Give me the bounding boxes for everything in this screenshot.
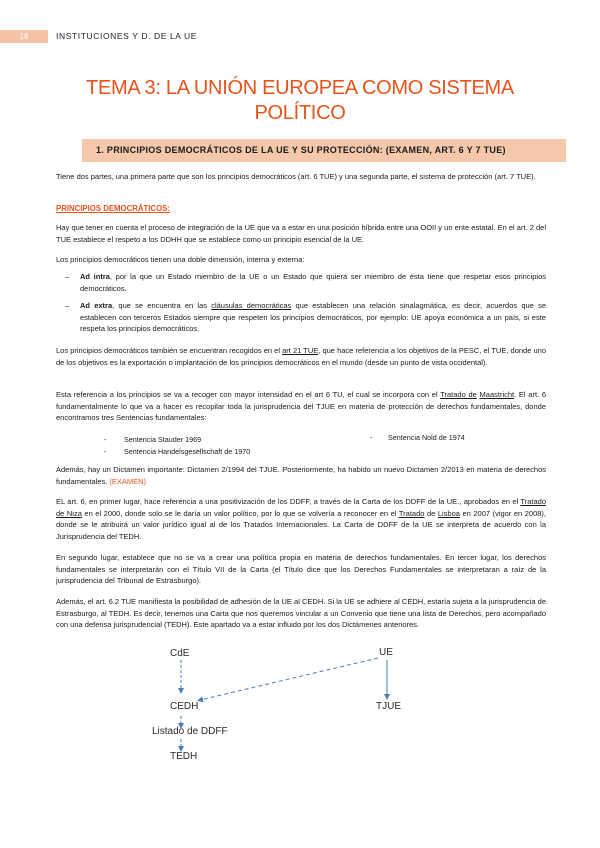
page-title <box>60 76 540 126</box>
title-line-2: POLÍTICO <box>254 102 346 124</box>
paragraph-carta <box>56 496 546 542</box>
title-line-1: TEMA 3: LA UNIÓN EUROPEA COMO SISTEMA <box>86 77 514 99</box>
paragraph-art6 <box>56 389 546 424</box>
running-header: INSTITUCIONES Y D. DE LA UE <box>56 31 198 41</box>
text-run: Además, hay un Dictamen importante: Dictamen 2/1994 del TJUE. Posteriormente, ha habido un nuevo Dictamen 2/2013 en materia de derechos fundamentales. <box>56 465 546 486</box>
text-run: en 2007 (vigor en 2008), donde se le atribuirá un valor jurídico igual al de los Tratados Internacionales. La Carta de DDFF de la UE se interpreta de acuerdo con la Jurisprudencia del TEDH. <box>56 508 546 541</box>
label-tjue: TJUE <box>376 701 401 712</box>
link-tratado-lisboa[interactable]: Tratado <box>398 508 425 518</box>
paragraph-segundo-lugar: En segundo lugar, establece que no se va a crear una política propia en materia de derechos fundamentales. En tercer lugar, los derechos fundamentales se interpretarán con el Título VII de la Carta (el Título dice que los Derechos Fundamentales se interpretaran a raíz de la jurisprudencia del Tribunal de Estrasburgo). <box>56 553 546 585</box>
link-clausulas[interactable]: cláusulas democráticas <box>211 301 292 310</box>
list-dash: - <box>104 435 107 444</box>
link-niza[interactable]: Tratado de Niza <box>56 497 546 518</box>
paragraph-art21 <box>56 345 546 368</box>
text-run: EL art. 6, en primer lugar, hace referencia a una positivización de los DDFF, a través de la Carta de los DDFF de la UE., aprobados en el <box>56 497 521 506</box>
link-maastricht[interactable]: Maastricht <box>479 390 515 399</box>
list-dash: - <box>370 433 373 442</box>
text-run: , que hace referencia a los objetivos de la PESC, el TUE, donde uno de los objetivos es la exportación o implantación de los principios democráticos en el mundo (desde un punto de vista occidental). <box>56 346 546 367</box>
bullet-text: , por la que un Estado miembro de la UE o un Estado que quiera ser miembro de ésta tiene que respetar esos principios democráticos. <box>80 272 546 293</box>
bullet-dash: – <box>65 272 70 281</box>
bullet-dash: – <box>65 301 70 310</box>
list-dash: - <box>104 447 107 456</box>
intro-paragraph: Tiene dos partes, una primera parte que son los principios democráticos (art. 6 TUE) y una segunda parte, el sistema de protección (art. 7 TUE). <box>56 172 536 181</box>
section-heading: 1. PRINCIPIOS DEMOCRÁTICOS DE LA UE Y SU PROTECCIÓN: (EXAMEN, ART. 6 Y 7 TUE) <box>96 145 506 155</box>
link-tratado[interactable]: Tratado de <box>440 390 477 399</box>
sentencia-stauder: Sentencia Stauder 1969 <box>124 435 202 444</box>
paragraph-adhesion: Además, el art. 6.2 TUE manifiesta la posibilidad de adhesión de la UE al CEDH. Si la UE se adhiere al CEDH, estaría sujeta a la jurisprudencia de Estrasburgo, al TEDH. Es decir, tenemos una Carta que nos queremos vincular a un Convenio que tiene una lista de Derechos, pero acompañado con una defensa jurisprudencial (TEDH). Este apartado va a estar influido por los dos Dictámenes anteriores. <box>56 597 546 629</box>
text-run: Esta referencia a los principios se va a recoger con mayor intensidad en el art 6 TU, el cual se incorpora con el <box>56 390 441 399</box>
subheading-principios: PRINCIPIOS DEMOCRÁTICOS: <box>56 204 170 213</box>
label-listado-ddff: Listado de DDFF <box>152 726 228 737</box>
paragraph-dimensions: Los principios democráticos tienen una doble dimensión, interna y externa: <box>56 255 305 264</box>
exam-tag: (EXAMEN) <box>109 476 147 486</box>
text-run: . El art. 6 fundamentalmente lo que va a hacer es recopilar toda la jurisprudencia del TJUE en materia de protección de derechos fundamentales, donde encontramos tres Sentencias fundamentales: <box>56 390 547 422</box>
term-ad-extra: Ad extra <box>80 301 113 310</box>
arrow-ue-cedh <box>200 658 378 700</box>
paragraph-dictamen <box>56 464 546 487</box>
text-run: en el 2000, donde solo se le daría un valor político, por lo que se volvería a reconocer en el <box>81 508 399 518</box>
label-cedh: CEDH <box>170 701 199 712</box>
text-run: de <box>424 508 438 518</box>
bullet-ad-extra <box>65 300 547 335</box>
sentencia-nold: Sentencia Nold de 1974 <box>388 433 465 442</box>
label-tedh: TEDH <box>170 751 198 762</box>
label-cde: CdE <box>170 648 190 659</box>
term-ad-intra: Ad intra <box>80 272 110 281</box>
bullet-ad-intra <box>65 271 546 294</box>
bullet-text: , que se encuentra en las <box>112 301 212 310</box>
sentencia-handelsgesellschaft: Sentencia Handelsgesellschaft de 1970 <box>124 447 251 456</box>
link-lisboa[interactable]: Lisboa <box>437 508 460 518</box>
label-ue: UE <box>379 647 393 658</box>
page-number: 18 <box>0 30 48 43</box>
link-art21[interactable]: art 21 TUE <box>282 346 319 355</box>
bullet-text: que establecen una relación sinalagmática, es decir, acuerdos que se establecen con terceros Estados siempre que respeten los principios democráticos, por ejemplo: UE apoya económica a un país, si este respeta los principios democráticos. <box>80 301 547 333</box>
paragraph-integration: Hay que tener en cuenta el proceso de integración de la UE que va a estar en una posición híbrida entre una OOII y un ente estatal. En el art. 2 del TUE establece el respeto a los DDHH que se establece como un principio esencial de la UE. <box>56 223 546 244</box>
relationship-diagram <box>0 640 600 770</box>
diagram-arrows <box>0 640 600 770</box>
text-run: Los principios democráticos también se encuentran recogidos en el <box>56 346 283 355</box>
